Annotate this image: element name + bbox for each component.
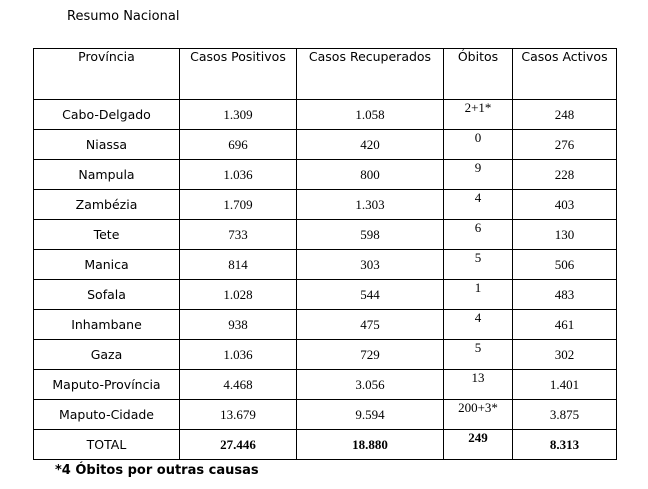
- header-casos-positivos: Casos Positivos: [180, 49, 297, 100]
- table-row: [34, 310, 617, 340]
- cell-obitos: 4: [444, 310, 513, 340]
- table-row: [34, 130, 617, 160]
- cell-provincia: Sofala: [34, 280, 180, 310]
- cell-provincia: Manica: [34, 250, 180, 280]
- header-row: [34, 49, 617, 100]
- cell-activos: 248: [513, 100, 617, 130]
- cell-activos: 276: [513, 130, 617, 160]
- header-casos-activos: Casos Activos: [513, 49, 617, 100]
- cell-obitos: 5: [444, 340, 513, 370]
- cell-activos: 3.875: [513, 400, 617, 430]
- table-row: [34, 370, 617, 400]
- cell-provincia: Tete: [34, 220, 180, 250]
- cell-provincia: Niassa: [34, 130, 180, 160]
- cell-obitos: 9: [444, 160, 513, 190]
- cell-obitos: 2+1*: [444, 100, 513, 130]
- footnote: *4 Óbitos por outras causas: [55, 463, 259, 478]
- cell-obitos: 13: [444, 370, 513, 400]
- cell-obitos: 1: [444, 280, 513, 310]
- cell-activos: 302: [513, 340, 617, 370]
- cell-recuperados: 598: [297, 220, 444, 250]
- table-row: [34, 100, 617, 130]
- cell-positivos: 1.036: [180, 160, 297, 190]
- cell-positivos: 814: [180, 250, 297, 280]
- cell-obitos: 0: [444, 130, 513, 160]
- cell-activos: 506: [513, 250, 617, 280]
- table-row: [34, 160, 617, 190]
- cell-recuperados: 3.056: [297, 370, 444, 400]
- table-row: [34, 250, 617, 280]
- cell-positivos: 1.709: [180, 190, 297, 220]
- cell-activos: 228: [513, 160, 617, 190]
- cell-obitos: 4: [444, 190, 513, 220]
- total-positivos: 27.446: [180, 430, 297, 460]
- header-provincia: Província: [34, 49, 180, 100]
- cell-obitos: 200+3*: [444, 400, 513, 430]
- table-row: [34, 220, 617, 250]
- cell-recuperados: 729: [297, 340, 444, 370]
- summary-table: [33, 48, 617, 460]
- cell-activos: 1.401: [513, 370, 617, 400]
- cell-positivos: 696: [180, 130, 297, 160]
- table-row: [34, 340, 617, 370]
- cell-recuperados: 9.594: [297, 400, 444, 430]
- cell-obitos: 6: [444, 220, 513, 250]
- total-obitos: 249: [444, 430, 513, 460]
- cell-recuperados: 800: [297, 160, 444, 190]
- cell-provincia: Nampula: [34, 160, 180, 190]
- cell-positivos: 1.036: [180, 340, 297, 370]
- cell-activos: 130: [513, 220, 617, 250]
- cell-provincia: Maputo-Província: [34, 370, 180, 400]
- cell-positivos: 733: [180, 220, 297, 250]
- cell-obitos: 5: [444, 250, 513, 280]
- cell-provincia: Maputo-Cidade: [34, 400, 180, 430]
- cell-recuperados: 475: [297, 310, 444, 340]
- cell-recuperados: 1.058: [297, 100, 444, 130]
- document-title: Resumo Nacional: [67, 9, 180, 24]
- cell-recuperados: 544: [297, 280, 444, 310]
- table-row: [34, 190, 617, 220]
- cell-positivos: 1.309: [180, 100, 297, 130]
- cell-positivos: 938: [180, 310, 297, 340]
- total-row: [34, 430, 617, 460]
- header-obitos: Óbitos: [444, 49, 513, 100]
- cell-provincia: Cabo-Delgado: [34, 100, 180, 130]
- total-label: TOTAL: [34, 430, 180, 460]
- cell-positivos: 1.028: [180, 280, 297, 310]
- header-casos-recuperados: Casos Recuperados: [297, 49, 444, 100]
- cell-recuperados: 1.303: [297, 190, 444, 220]
- total-recuperados: 18.880: [297, 430, 444, 460]
- cell-recuperados: 303: [297, 250, 444, 280]
- cell-positivos: 13.679: [180, 400, 297, 430]
- table-row: [34, 400, 617, 430]
- cell-provincia: Gaza: [34, 340, 180, 370]
- cell-recuperados: 420: [297, 130, 444, 160]
- cell-activos: 403: [513, 190, 617, 220]
- cell-activos: 461: [513, 310, 617, 340]
- cell-provincia: Zambézia: [34, 190, 180, 220]
- cell-provincia: Inhambane: [34, 310, 180, 340]
- cell-activos: 483: [513, 280, 617, 310]
- total-activos: 8.313: [513, 430, 617, 460]
- cell-positivos: 4.468: [180, 370, 297, 400]
- table-row: [34, 280, 617, 310]
